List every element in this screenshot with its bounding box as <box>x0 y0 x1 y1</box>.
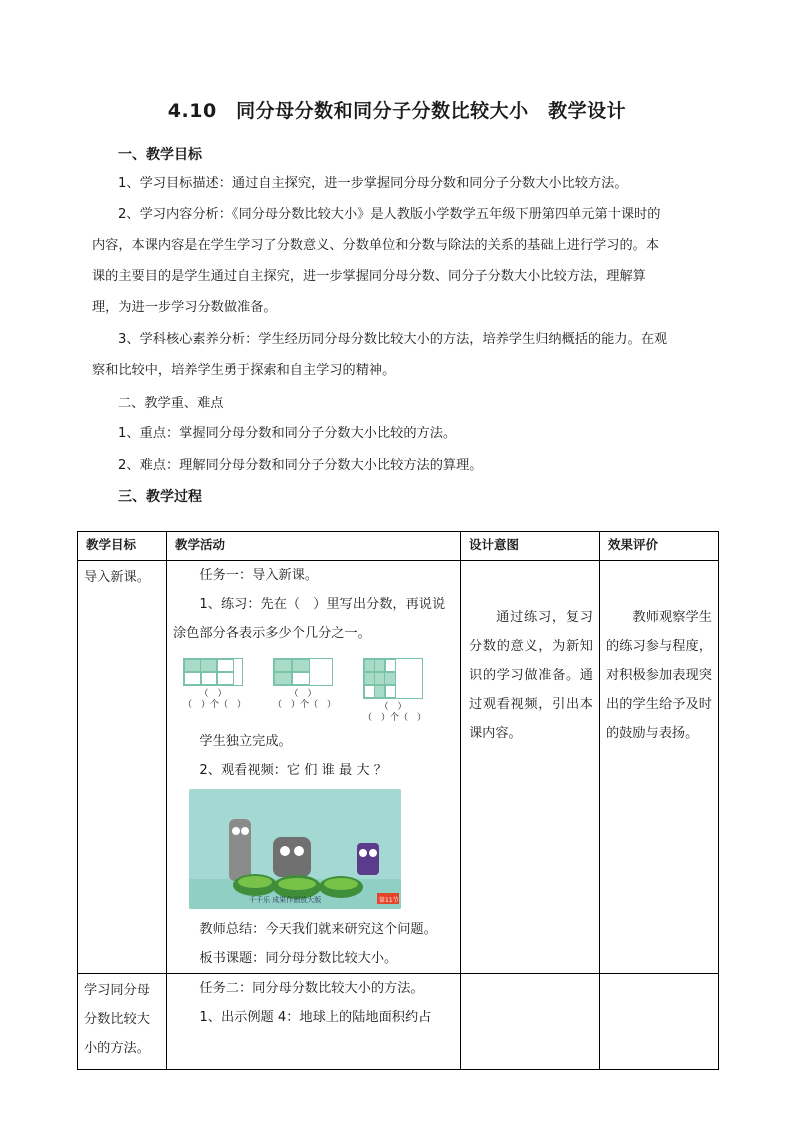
paragraph-content-analysis-line2: 内容，本课内容是在学生学习了分数意义、分数单位和分数与除法的关系的基础上进行学习的。本 <box>92 238 660 253</box>
video-illustration <box>189 789 401 909</box>
blank-count-3: （ ）个（ ） <box>363 713 427 723</box>
section-heading-objectives: 一、教学目标 <box>118 147 202 163</box>
header-goal: 教学目标 <box>78 532 167 561</box>
paragraph-content-analysis-line1: 2、学习内容分析：《同分母分数比较大小》是人教版小学数学五年级下册第四单元第十课时的 <box>118 207 661 222</box>
blank-fraction-3: （ ） <box>379 702 407 712</box>
page-title: 4.10 同分母分数和同分子分数比较大小 教学设计 <box>167 100 627 122</box>
paragraph-keypoint: 1、重点：掌握同分母分数和同分子分数大小比较的方法。 <box>118 426 457 441</box>
paragraph-content-analysis-line3: 课的主要目的是学生通过自主探究，进一步掌握同分母分数、同分子分数大小比较方法，理解算 <box>92 269 646 284</box>
row1-board: 板书课题：同分母分数比较大小。 <box>199 951 398 966</box>
row1-exercise-line2: 涂色部分各表示多少个几分之一。 <box>173 626 371 641</box>
row1-video-label: 2、观看视频：它 们 谁 最 大 ？ <box>199 763 387 778</box>
fraction-figure-2 <box>273 658 337 727</box>
fraction-grids <box>167 658 460 727</box>
row1-exercise-line1: 1、练习：先在（ ）里写出分数，再说说 <box>199 597 446 612</box>
section-heading-process: 三、教学过程 <box>118 489 202 505</box>
row1-independent: 学生独立完成。 <box>199 734 292 749</box>
row2-example: 1、出示例题 4：地球上的陆地面积约占 <box>199 1010 432 1025</box>
header-evaluation: 效果评价 <box>600 532 719 561</box>
paragraph-content-analysis-line4: 理，为进一步学习分数做准备。 <box>92 300 277 315</box>
paragraph-difficulty: 2、难点：理解同分母分数和同分子分数大小比较方法的算理。 <box>118 458 483 473</box>
paragraph-literacy-line1: 3、学科核心素养分析：学生经历同分母分数比较大小的方法，培养学生归纳概括的能力。在观 <box>118 332 668 347</box>
blank-fraction-1: （ ） <box>199 689 227 699</box>
row1-evaluation <box>600 561 718 748</box>
grid-figure-2 <box>273 658 333 686</box>
teaching-process-table <box>77 531 719 1070</box>
section-heading-keypoints: 二、教学重、难点 <box>118 396 224 411</box>
header-intent: 设计意图 <box>461 532 600 561</box>
row2-task: 任务二：同分母分数比较大小的方法。 <box>199 981 424 996</box>
paragraph-objective-1: 1、学习目标描述：通过自主探究，进一步掌握同分母分数和同分子分数大小比较方法。 <box>118 176 628 191</box>
table-row <box>78 974 719 1070</box>
row1-eval-text: 教师观察学生的练习参与程度，对积极参加表现突出的学生给予及时的鼓励与表扬。 <box>606 610 712 741</box>
video-caption: 千千乐 成果作画放大版 <box>249 896 322 904</box>
row1-task: 任务一：导入新课。 <box>199 568 319 583</box>
blank-count-2: （ ）个（ ） <box>273 700 337 710</box>
grid-figure-3 <box>363 658 423 699</box>
paragraph-literacy-line2: 察和比较中，培养学生勇于探索和自主学习的精神。 <box>92 363 396 378</box>
table-row <box>78 561 719 974</box>
blank-fraction-2: （ ） <box>289 689 317 699</box>
row1-intent <box>461 561 599 748</box>
row1-goal: 导入新课。 <box>84 570 150 585</box>
row2-goal: 学习同分母分数比较大小的方法。 <box>84 983 150 1056</box>
video-thumbnail[interactable] <box>189 789 401 909</box>
fraction-figure-3 <box>363 658 427 727</box>
row1-intent-text: 通过练习，复习分数的意义，为新知识的学习做准备。通过观看视频，引出本课内容。 <box>469 610 593 741</box>
video-tag: 第11节 <box>379 897 399 904</box>
header-activity: 教学活动 <box>167 532 461 561</box>
fraction-figure-1 <box>183 658 247 727</box>
table-header-row <box>78 532 719 561</box>
grid-figure-1 <box>183 658 243 686</box>
blank-count-1: （ ）个（ ） <box>183 700 247 710</box>
row1-summary: 教师总结：今天我们就来研究这个问题。 <box>199 922 437 937</box>
